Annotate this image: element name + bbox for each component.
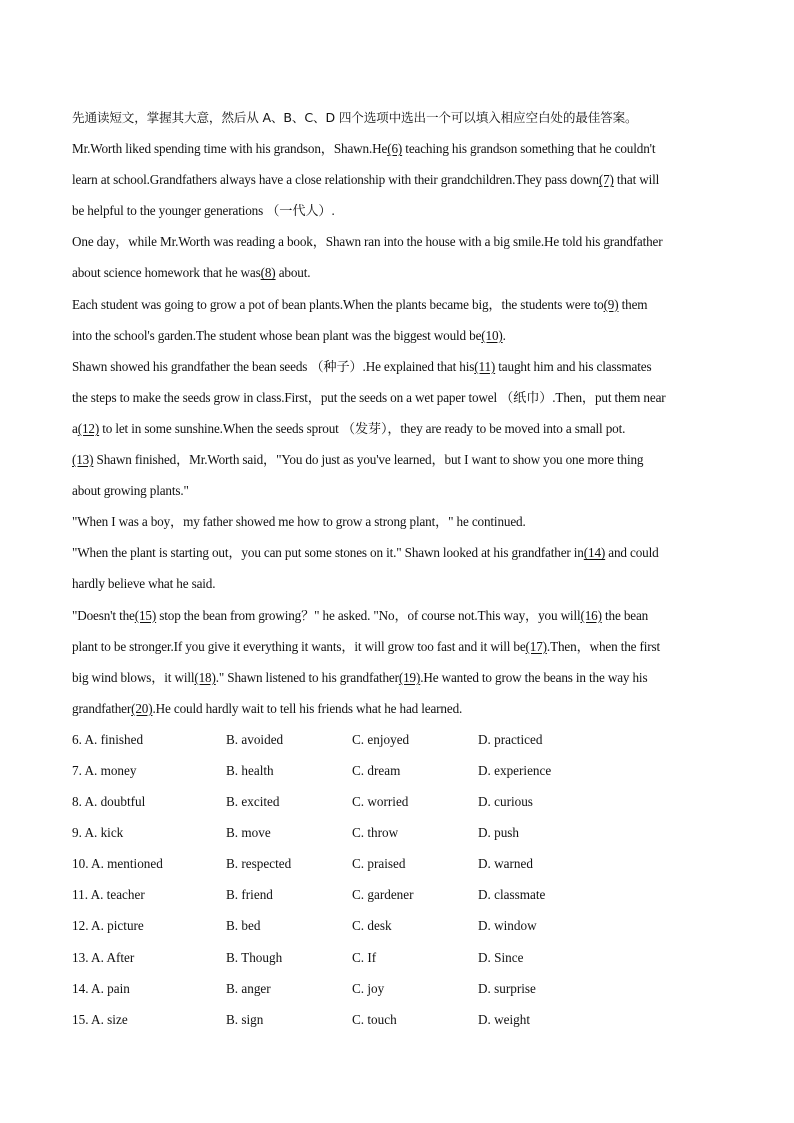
option-d: D. push — [478, 825, 520, 841]
passage-text: .Then，when the first — [546, 638, 661, 654]
passage-text: hardly believe what he said. — [72, 576, 216, 592]
passage-line — [72, 568, 724, 599]
passage-text: Shawn finished，Mr.Worth said，"You do just as you've learned，but I want to show you one more thing — [93, 452, 644, 468]
blank-marker: (17) — [525, 638, 547, 654]
passage-line — [72, 382, 724, 413]
option-row — [72, 817, 724, 848]
option-row — [72, 910, 724, 941]
passage-line — [72, 693, 724, 724]
passage-text: them — [618, 296, 648, 312]
option-row — [72, 973, 724, 1004]
option-d: D. surprise — [478, 980, 536, 996]
passage-text: that will — [613, 172, 660, 188]
passage-text: a — [72, 420, 78, 436]
passage-text: .He could hardly wait to tell his friends what he had learned. — [152, 700, 463, 716]
passage-text: into the school's garden.The student whose bean plant was the biggest would be — [72, 327, 482, 343]
option-b: B. excited — [226, 794, 280, 810]
option-row — [72, 724, 724, 755]
blank-marker: (16) — [580, 607, 602, 623]
option-c: C. throw — [352, 825, 399, 841]
passage-text: the steps to make the seeds grow in class.First，put the seeds on a wet paper towel （纸巾）.Then，put them near — [72, 389, 666, 405]
passage-text: . — [502, 327, 506, 343]
option-row — [72, 879, 724, 910]
option-c: C. worried — [352, 794, 409, 810]
passage-line — [72, 226, 724, 257]
passage-text: ." Shawn listened to his grandfather — [215, 669, 399, 685]
passage-text: Each student was going to grow a pot of bean plants.When the plants became big，the students were to — [72, 296, 604, 312]
passage-line — [72, 164, 724, 195]
option-b: B. friend — [226, 887, 273, 903]
option-a: 7. A. money — [72, 762, 137, 778]
option-a: 9. A. kick — [72, 825, 124, 841]
passage-text: stop the bean from growing？" he asked. "No，of course not.This way，you will — [156, 607, 581, 623]
option-a: 13. A. After — [72, 949, 135, 965]
option-row — [72, 786, 724, 817]
option-row — [72, 755, 724, 786]
blank-marker: (19) — [398, 669, 421, 685]
passage — [72, 133, 724, 724]
passage-line — [72, 475, 724, 506]
blank-marker: (9) — [603, 296, 619, 312]
blank-marker: (11) — [474, 358, 496, 374]
option-b: B. avoided — [226, 731, 284, 747]
blank-marker: (14) — [583, 545, 606, 561]
option-b: B. bed — [226, 918, 261, 934]
option-row — [72, 848, 724, 879]
passage-line — [72, 351, 724, 382]
option-d: D. classmate — [478, 887, 546, 903]
passage-line — [72, 631, 724, 662]
option-b: B. move — [226, 825, 271, 841]
option-c: C. dream — [352, 762, 401, 778]
passage-text: about growing plants." — [72, 483, 189, 499]
option-a: 14. A. pain — [72, 980, 130, 996]
options-list — [72, 724, 724, 1035]
passage-line — [72, 133, 724, 164]
passage-line — [72, 289, 724, 320]
blank-marker: (7) — [598, 172, 614, 188]
passage-text: taught him and his classmates — [495, 358, 652, 374]
passage-line — [72, 195, 724, 226]
option-b: B. Though — [226, 949, 283, 965]
passage-text: about. — [275, 265, 311, 281]
passage-text: be helpful to the younger generations （一代人）. — [72, 203, 335, 219]
blank-marker: (12) — [77, 420, 100, 436]
passage-text: Shawn showed his grandfather the bean seeds （种子）.He explained that his — [72, 358, 475, 374]
passage-line — [72, 506, 724, 537]
passage-text: .He wanted to grow the beans in the way his — [420, 669, 648, 685]
passage-text: "Doesn't the — [72, 607, 135, 623]
passage-line — [72, 257, 724, 288]
option-row — [72, 942, 724, 973]
option-a: 6. A. finished — [72, 731, 144, 747]
option-d: D. curious — [478, 794, 533, 810]
passage-line — [72, 662, 724, 693]
option-a: 10. A. mentioned — [72, 856, 163, 872]
passage-line — [72, 600, 724, 631]
option-d: D. weight — [478, 1011, 531, 1027]
option-b: B. anger — [226, 980, 271, 996]
blank-marker: (8) — [260, 265, 276, 281]
passage-line — [72, 444, 724, 475]
option-c: C. enjoyed — [352, 731, 410, 747]
blank-marker: (18) — [194, 669, 216, 685]
option-c: C. touch — [352, 1011, 397, 1027]
option-row — [72, 1004, 724, 1035]
option-d: D. Since — [478, 949, 524, 965]
option-a: 12. A. picture — [72, 918, 144, 934]
option-c: C. desk — [352, 918, 392, 934]
option-a: 15. A. size — [72, 1011, 128, 1027]
option-d: D. window — [478, 918, 537, 934]
passage-text: to let in some sunshine.When the seeds sprout （发芽），they are ready to be moved into a small pot. — [99, 420, 626, 436]
instruction: 先通读短文，掌握其大意，然后从 A、B、C、D 四个选项中选出一个可以填入相应空白处的最佳答案。 — [72, 110, 638, 125]
passage-line — [72, 320, 724, 351]
option-d: D. experience — [478, 762, 552, 778]
passage-text: "When the plant is starting out，you can put some stones on it." Shawn looked at his grandfather in — [72, 545, 584, 561]
option-c: C. gardener — [352, 887, 414, 903]
option-d: D. warned — [478, 856, 533, 872]
option-a: 8. A. doubtful — [72, 794, 146, 810]
passage-text: One day，while Mr.Worth was reading a book，Shawn ran into the house with a big smile.He told his grandfather — [72, 234, 663, 250]
option-a: 11. A. teacher — [72, 887, 145, 903]
passage-text: big wind blows，it will — [72, 669, 195, 685]
passage-text: "When I was a boy，my father showed me how to grow a strong plant，" he continued. — [72, 514, 526, 530]
passage-text: teaching his grandson something that he couldn't — [402, 141, 656, 157]
passage-text: about science homework that he was — [72, 265, 261, 281]
blank-marker: (20) — [131, 700, 153, 716]
blank-marker: (13) — [72, 452, 94, 468]
passage-text: learn at school.Grandfathers always have a close relationship with their grandchildren.They pass down — [72, 172, 599, 188]
passage-text: plant to be stronger.If you give it everything it wants，it will grow too fast and it will be — [72, 638, 526, 654]
option-c: C. joy — [352, 980, 385, 996]
passage-text: the bean — [601, 607, 649, 623]
passage-line — [72, 413, 724, 444]
blank-marker: (6) — [387, 141, 403, 157]
option-c: C. If — [352, 949, 377, 965]
blank-marker: (10) — [481, 327, 503, 343]
option-c: C. praised — [352, 856, 406, 872]
option-b: B. health — [226, 762, 274, 778]
option-b: B. sign — [226, 1011, 264, 1027]
blank-marker: (15) — [134, 607, 157, 623]
option-d: D. practiced — [478, 731, 543, 747]
passage-text: and could — [605, 545, 659, 561]
passage-text: Mr.Worth liked spending time with his grandson，Shawn.He — [72, 141, 388, 157]
passage-line — [72, 537, 724, 568]
option-b: B. respected — [226, 856, 292, 872]
passage-text: grandfather — [72, 700, 132, 716]
